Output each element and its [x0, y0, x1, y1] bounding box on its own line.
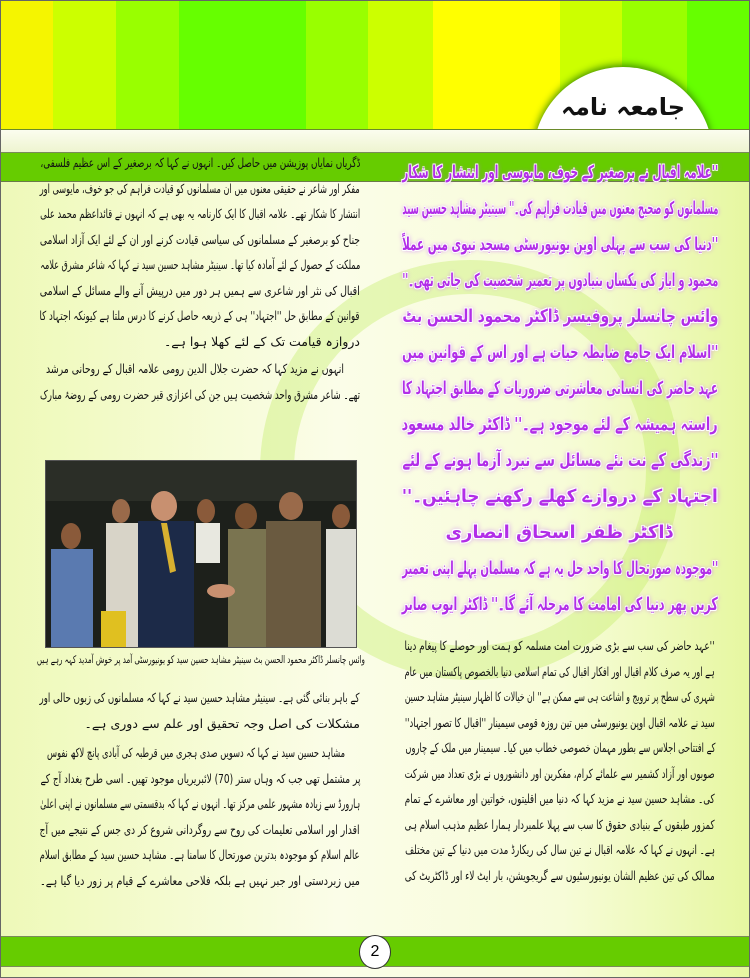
text-line: پر مشتمل تھی جب کہ وہاں ستر (70) لائبریریاں موجود تھیں۔ اسی طرح بغداد آج کے [39, 770, 360, 786]
pull-quote-line: کریں پھر دنیا کی امامت کا مرحلہ آئے گا۔'' ڈاکٹر ایوب صابر [401, 594, 718, 615]
text-line: میں زبردستی اور جبر نہیں ہے بلکہ فلاحی معاشرے کے قیام پر زور دیا گیا ہے۔ [39, 872, 361, 888]
text-line: ممالک کی تین عظیم الشان یونیورسٹیوں سے گریجویشن، بار ایٹ لاء اور ڈاکٹریٹ کی [404, 867, 715, 883]
text-line: انتشار کا شکار تھے۔ علامہ اقبال کا ایک کارنامہ یہ بھی ہے کہ انہوں نے قائداعظم محمد علی [39, 206, 360, 221]
pull-quote-line: ''موجودہ صورتحال کا واحد حل یہ ہے کہ مسلمان پہلے اپنی تعمیر [402, 558, 718, 579]
section-title-arch [520, 50, 730, 129]
page-number: 2 [359, 935, 391, 969]
text-line: اقدار اور اسلامی تعلیمات کی روح سے روگردانی شروع کر دی جس کے نتیجے میں آج [40, 821, 361, 837]
pull-quote-line: وائس چانسلر پروفیسر ڈاکٹر محمود الحسن بٹ [401, 306, 718, 327]
text-line: کے باہر بنائی گئی ہے۔ سینیٹر مشاہد حسین سید نے کہا کہ مسلمانوں کی زبوں حالی اور [40, 690, 360, 705]
pull-quotes [400, 155, 718, 623]
pull-quote-line: محمود و ایاز کی یکساں بنیادوں پر تعمیر شخصیت کی جاتی تھی۔'' [402, 270, 718, 291]
text-line: عالم اسلام کو موجودہ بدترین صورتحال کا سامنا ہے۔ مشاہد حسین سید کے مطابق اسلام [39, 847, 361, 862]
text-line: ہے۔ انہوں نے کہا کہ علامہ اقبال نے تین سال کی ریکارڈ مدت میں دنیا کے تین مختلف [405, 842, 715, 857]
text-line: دروازہ قیامت تک کے لئے کھلا ہوا ہے۔ [163, 333, 360, 349]
photo-caption: وائس چانسلر ڈاکٹر محمود الحسن بٹ سینیٹر مشاہد حسین سید کو یونیورسٹی آمد پر خوش آمدید کہہ رہے ہیں [36, 654, 366, 666]
right-column-body [403, 633, 715, 888]
text-line: سید نے علامہ اقبال اوپن یونیورسٹی میں تین روزہ قومی سیمینار ''اقبال کا تصور اجتہاد'' [405, 714, 715, 730]
event-photo [45, 460, 357, 648]
pull-quote-line: اجتہاد کے دروازے کھلے رکھنے چاہئیں۔'' [402, 486, 718, 507]
text-line: ہے اور یہ صرف کلام اقبال اور افکار اقبال کی تمام اسلامی دنیا بالخصوص پاکستان میں عام [404, 663, 715, 679]
text-line: مشاہد حسین سید نے کہا کہ دسویں صدی ہجری میں قرطبہ کی آبادی پانچ لاکھ نفوس [47, 745, 346, 760]
pull-quote-line: عہد حاضر کی انسانی معاشرتی ضروریات کے مطابق اجتہاد کا [401, 378, 718, 399]
text-line: کے افتتاحی اجلاس سے بطور مہمان خصوصی خطاب میں کیا۔ سیمینار میں ملک کے چاروں [405, 740, 715, 755]
pull-quote-line: ڈاکٹر ظفر اسحاق انصاری [445, 522, 673, 543]
text-line: قوانین کے مطابق حل ''اجتہاد'' ہی کے ذریعہ حاصل کرنے کا درس ملتا ہے کیونکہ اجتہاد کا [40, 308, 361, 323]
pull-quote-line: ''زندگی کے نت نئے مسائل سے نبرد آزما ہونے کے لئے [401, 450, 718, 471]
section-title: جامعہ نامہ [560, 93, 686, 121]
text-line: انہوں نے مزید کہا کہ حضرت جلال الدین رومی علامہ اقبال کے روحانی مرشد [45, 361, 344, 376]
text-line: مشکلات کی اصل وجہ تحقیق اور علم سے دوری ہے۔ [84, 715, 360, 731]
pull-quote-line: ''علامہ اقبال نے برصغیر کے خوف، مایوسی اور انتشار کا شکار [401, 162, 718, 183]
text-line: مملکت کے حصول کے لئے آمادہ کیا تھا۔ سینیٹر مشاہد حسین سید نے کہا کہ شاعر مشرق علامہ [39, 257, 360, 272]
text-line: صوبوں اور آزاد کشمیر سے علمائے کرام، مفکرین اور دانشوروں نے بڑی تعداد میں شرکت [405, 765, 715, 781]
text-line: ''عہد حاضر کی سب سے بڑی ضرورت امت مسلمہ کو ہمت اور حوصلے کا پیغام دینا [405, 638, 715, 653]
pull-quote-line: ''اسلام ایک جامع ضابطہ حیات ہے اور اس کے قوانین میں [401, 342, 718, 363]
pull-quote-line: مسلمانوں کو صحیح معنوں میں قیادت فراہم کی۔'' سینیٹر مشاہد حسین سید [401, 198, 718, 219]
pull-quote-line: راستہ ہمیشہ کے لئے موجود ہے۔'' ڈاکٹر خالد مسعود [401, 414, 718, 435]
text-line: کمزور طبقوں کے بنیادی حقوق کا سب سے پہلا علمبردار ہمارا عظیم مذہب اسلام ہی [404, 816, 715, 832]
left-column-top [38, 150, 360, 407]
text-line: تھے۔ شاعر مشرق واحد شخصیت ہیں جن کی اعزازی قبر حضرت رومی کے روضۂ مبارک [39, 386, 361, 402]
text-line: کی۔ مشاہد حسین سید نے مزید کہا کہ دنیا میں اقلیتوں، خواتین اور معاشرے کے تمام [405, 791, 715, 806]
text-line: جناح کو برصغیر کے مسلمانوں کی سیاسی قیادت کرنے اور ان کے لئے ایک آزاد اسلامی [39, 231, 360, 247]
left-column-bottom [38, 685, 360, 893]
text-line: شہری کی سطح پر ترویج و اشاعت ہی سے ممکن ہے'' ان خیالات کا اظہار سینیٹر مشاہد حسین [404, 689, 715, 704]
text-line: اقبال کی نثر اور شاعری سے ہمیں ہر دور میں درپیش آنے والے مسائل کے اسلامی [40, 282, 361, 298]
text-line: ہارورڈ سے زیادہ مشہور علمی مرکز تھا۔ انہوں نے کہا کہ بدقسمتی سے مسلمانوں نے اپنی اعلیٰ [39, 796, 360, 811]
text-line: ڈگریاں نمایاں پوزیشن میں حاصل کیں۔ انہوں نے کہا کہ برصغیر کے اس عظیم فلسفی، [39, 155, 361, 170]
text-line: مفکر اور شاعر نے حقیقی معنوں میں ان مسلمانوں کو قیادت فراہم کی جو خوف، مایوسی اور [39, 180, 360, 196]
pull-quote-line: ''دنیا کی سب سے پہلی اوپن یونیورسٹی مسجد نبوی میں عملاً [401, 234, 718, 255]
